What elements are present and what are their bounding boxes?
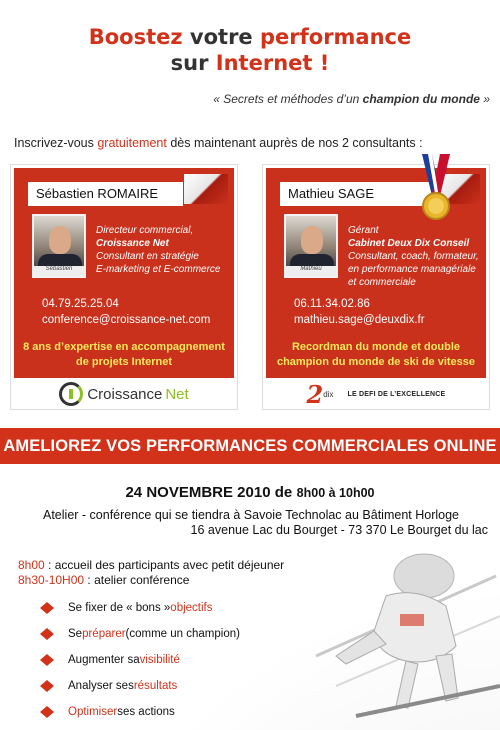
schedule	[18, 558, 284, 588]
tagline-bold: champion du monde	[362, 92, 480, 106]
event-venue	[14, 508, 488, 538]
consultant-desc-line: Consultant en stratégie	[96, 251, 199, 262]
bullet-icon	[40, 706, 54, 718]
intro-highlight: gratuitement	[97, 136, 167, 150]
consultant-desc-line: et commerciale	[348, 277, 416, 288]
consultant-role: Gérant	[348, 225, 379, 236]
bullet-text: ses actions	[117, 706, 175, 718]
venue-line: Atelier - conférence qui se tiendra à Savoie Technolac au Bâtiment Horloge	[43, 508, 459, 522]
title-word: Internet !	[215, 51, 330, 75]
croissance-logo-icon	[59, 382, 83, 406]
consultant-company: Croissance Net	[96, 238, 169, 249]
list-item	[40, 706, 175, 718]
date-text: 24 NOVEMBRE 2010 de	[125, 484, 293, 501]
list-item	[40, 680, 177, 692]
schedule-time: 8h30-10H00	[18, 573, 85, 587]
venue-address: 16 avenue Lac du Bourget - 73 370 Le Bourget du lac	[190, 523, 488, 537]
deux-dix-logo[interactable]	[266, 379, 486, 409]
consultant-desc-line: Consultant, coach, formateur,	[348, 251, 479, 262]
title-word: performance	[260, 25, 412, 49]
skier-illustration	[296, 536, 500, 730]
bullet-text: Analyser ses	[68, 680, 134, 692]
consultant-name: Sébastien ROMAIRE	[28, 182, 183, 206]
consultant-photo	[32, 214, 86, 278]
title-word: votre	[189, 25, 253, 49]
consultant-email[interactable]: mathieu.sage@deuxdix.fr	[294, 314, 425, 326]
time-text: 8h00 à 10h00	[296, 486, 375, 500]
event-date	[0, 484, 500, 502]
consultant-photo	[284, 214, 338, 278]
bullet-icon	[40, 602, 54, 614]
medal-icon	[418, 154, 454, 224]
event-banner: AMELIOREZ VOS PERFORMANCES COMMERCIALES ONLINE	[0, 428, 500, 464]
croissance-net-logo[interactable]	[14, 379, 234, 409]
schedule-time: 8h00	[18, 558, 45, 572]
consultant-phone[interactable]: 06.11.34.02.86	[294, 298, 370, 310]
bullet-icon	[40, 628, 54, 640]
bullet-text: Se fixer de « bons »	[68, 602, 171, 614]
page-title	[0, 24, 500, 76]
schedule-text: : atelier conférence	[84, 573, 190, 587]
card-panel	[14, 168, 234, 378]
logo-text: 2	[306, 379, 324, 409]
title-word: sur	[170, 51, 209, 75]
consultant-claim: 8 ans d’expertise en accompagnement de projets Internet	[23, 341, 225, 368]
bullet-highlight: objectifs	[170, 602, 213, 614]
consultant-desc-line: en performance managériale	[348, 264, 476, 275]
intro-text	[14, 136, 423, 150]
page-fold	[184, 174, 228, 204]
bullet-text: Augmenter sa	[68, 654, 140, 666]
consultant-name: Mathieu SAGE	[280, 182, 435, 206]
bullet-icon	[40, 680, 54, 692]
logo-text: dix	[323, 389, 334, 399]
consultant-role: Directeur commercial,	[96, 225, 194, 236]
bullet-text: (comme un champion)	[125, 628, 240, 640]
consultant-contact	[42, 296, 210, 328]
tagline-text: »	[479, 92, 490, 106]
consultant-description	[96, 224, 220, 276]
consultant-desc-line: E-marketing et E-commerce	[96, 264, 221, 275]
title-word: Boostez	[88, 25, 183, 49]
intro-part: Inscrivez-vous	[14, 136, 98, 150]
logo-text: Net	[165, 385, 189, 403]
tagline	[213, 92, 490, 106]
bullet-text: Se	[68, 628, 83, 640]
bullet-icon	[40, 654, 54, 666]
intro-part: dès maintenant auprès de nos 2 consultants :	[166, 136, 423, 150]
photo-caption: Mathieu	[286, 266, 336, 276]
photo-caption: Sébastien	[34, 266, 84, 276]
consultant-email[interactable]: conference@croissance-net.com	[42, 314, 211, 326]
consultant-claim: Recordman du monde et double champion du monde de ski de vitesse	[276, 341, 476, 368]
bullet-highlight: Optimiser	[68, 706, 118, 718]
logo-text: Croissance	[87, 385, 163, 403]
consultant-company: Cabinet Deux Dix Conseil	[348, 238, 470, 249]
bullet-highlight: résultats	[133, 680, 178, 692]
consultant-card	[10, 164, 238, 410]
consultant-card	[262, 164, 490, 410]
list-item	[40, 602, 212, 614]
consultant-description	[348, 224, 479, 289]
bullet-highlight: préparer	[82, 628, 126, 640]
logo-slogan: LE DEFI DE L’EXCELLENCE	[347, 390, 446, 398]
bullet-highlight: visibilité	[139, 654, 180, 666]
consultant-contact	[294, 296, 425, 328]
tagline-text: « Secrets et méthodes d’un	[213, 92, 363, 106]
list-item	[40, 654, 180, 666]
list-item	[40, 628, 240, 640]
consultant-phone[interactable]: 04.79.25.25.04	[42, 298, 119, 310]
schedule-text: : accueil des participants avec petit déjeuner	[44, 558, 285, 572]
